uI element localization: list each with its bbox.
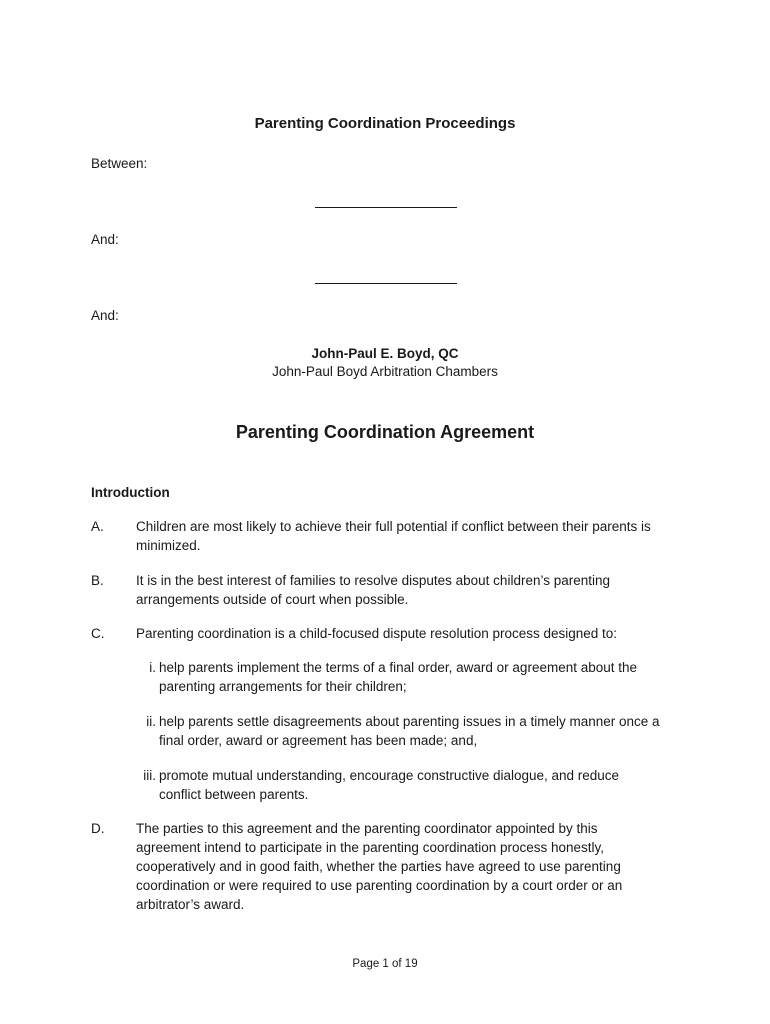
coordinator-name: John-Paul E. Boyd, QC bbox=[311, 346, 459, 361]
between-label: Between: bbox=[91, 156, 148, 171]
list-item-text: promote mutual understanding, encourage constructive dialogue, and reduce conflict between parents. bbox=[159, 768, 620, 802]
list-item-text: help parents settle disagreements about parenting issues in a timely manner once a final order, award or agreement has been made; and, bbox=[159, 714, 660, 748]
paragraph-label: B. bbox=[91, 573, 104, 588]
paragraph-label: C. bbox=[91, 626, 105, 641]
introduction-heading: Introduction bbox=[91, 485, 170, 500]
party-two-blank-line bbox=[315, 283, 457, 284]
paragraph-text: Parenting coordination is a child-focused dispute resolution process designed to: bbox=[136, 626, 618, 641]
party-one-blank-line bbox=[315, 207, 457, 208]
list-item-text: help parents implement the terms of a final order, award or agreement about the parenting arrangements for their children; bbox=[159, 660, 638, 694]
paragraph-text: Children are most likely to achieve their full potential if conflict between their parents is minimized. bbox=[136, 519, 651, 553]
and-label-1: And: bbox=[91, 232, 119, 247]
list-item-label: iii. bbox=[143, 768, 156, 783]
paragraph-text: It is in the best interest of families to resolve disputes about children’s parenting arrangements outside of court when possible. bbox=[136, 573, 611, 607]
agreement-title: Parenting Coordination Agreement bbox=[235, 422, 535, 442]
and-label-2: And: bbox=[91, 308, 119, 323]
list-item-label: ii. bbox=[146, 714, 156, 729]
paragraph-text: The parties to this agreement and the parenting coordinator appointed by this agreement intend to participate in the parenting coordination process honestly, cooperatively and in good faith, whether the parties have agreed to use parenting coordination or were required to use parenting coordination by a court order or an arbitrator’s award. bbox=[136, 821, 623, 912]
paragraph-label: A. bbox=[91, 519, 104, 534]
paragraph-label: D. bbox=[91, 821, 105, 836]
page-number: Page 1 of 19 bbox=[352, 958, 418, 970]
list-item-label: i. bbox=[149, 660, 156, 675]
coordinator-firm: John-Paul Boyd Arbitration Chambers bbox=[272, 364, 498, 379]
proceedings-title: Parenting Coordination Proceedings bbox=[254, 115, 516, 132]
